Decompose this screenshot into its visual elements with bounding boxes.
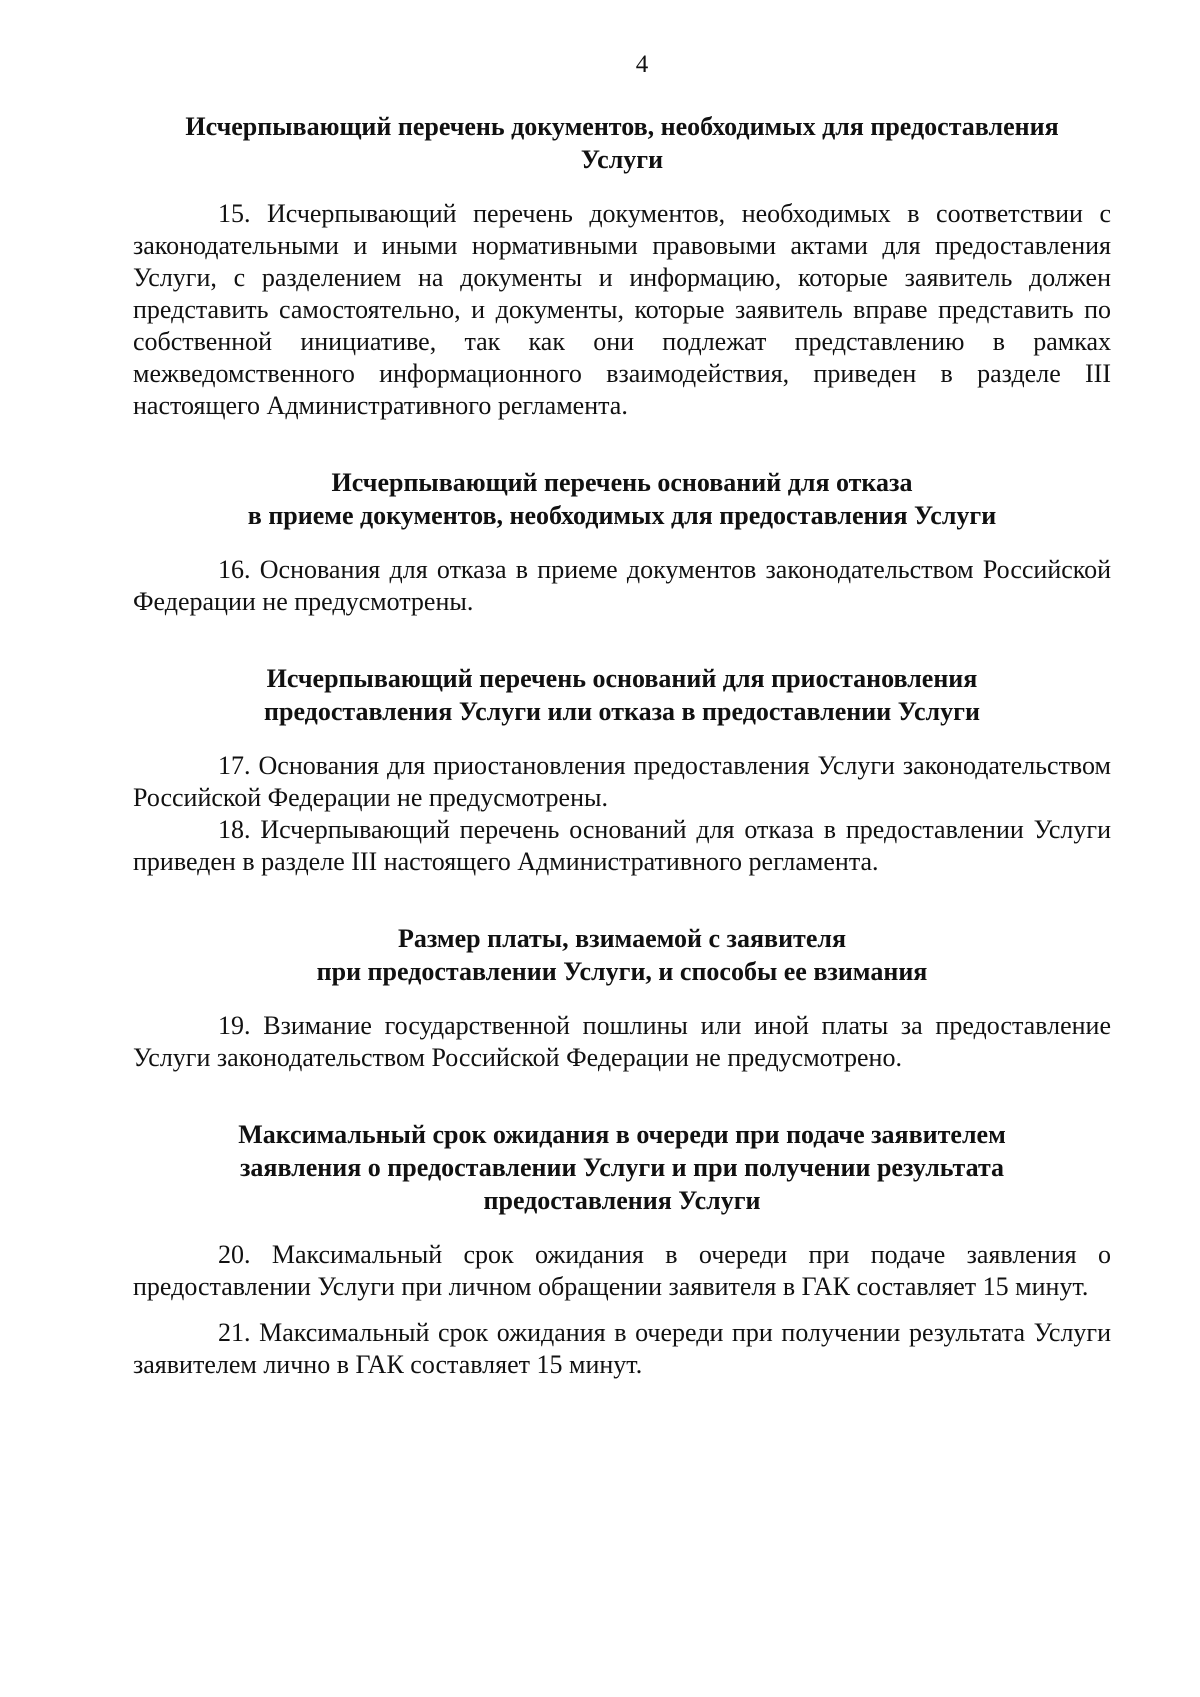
paragraph-20: 20. Максимальный срок ожидания в очереди при подаче заявления о предоставлении Услуги при личном обращении заявителя в ГАК составляет 15 минут. <box>133 1240 1111 1301</box>
page-content <box>133 50 1111 1381</box>
heading-line: в приеме документов, необходимых для предоставления Услуги <box>247 501 997 530</box>
section-heading-suspension <box>133 662 1111 728</box>
heading-line: Исчерпывающий перечень оснований для приостановления <box>266 664 978 693</box>
paragraph-21: 21. Максимальный срок ожидания в очереди при получении результата Услуги заявителем лично в ГАК составляет 15 минут. <box>133 1318 1111 1379</box>
heading-line: предоставления Услуги <box>483 1186 761 1215</box>
heading-line: Максимальный срок ожидания в очереди при подаче заявителем <box>238 1120 1006 1149</box>
heading-line: Исчерпывающий перечень оснований для отказа <box>331 468 913 497</box>
paragraph-15: 15. Исчерпывающий перечень документов, необходимых в соответствии с законодательными и иными нормативными правовыми актами для предоставления Услуги, с разделением на документы и информацию, которые заявитель должен представить самостоятельно, и документы, которые заявитель вправе представить по собственной инициативе, так как они подлежат представлению в рамках межведомственного информационного взаимодействия, приведен в разделе III настоящего Административного регламента. <box>133 199 1111 420</box>
section-heading-fee <box>133 922 1111 988</box>
heading-line: при предоставлении Услуги, и способы ее взимания <box>316 957 928 986</box>
heading-line: Исчерпывающий перечень документов, необходимых для предоставления <box>185 112 1059 141</box>
section-heading-documents <box>133 110 1111 176</box>
page-number: 4 <box>635 51 649 78</box>
paragraph-17: 17. Основания для приостановления предоставления Услуги законодательством Российской Федерации не предусмотрены. <box>133 751 1111 812</box>
paragraph-16: 16. Основания для отказа в приеме документов законодательством Российской Федерации не предусмотрены. <box>133 555 1111 616</box>
paragraph-19: 19. Взимание государственной пошлины или иной платы за предоставление Услуги законодательством Российской Федерации не предусмотрено. <box>133 1011 1111 1072</box>
heading-line: предоставления Услуги или отказа в предоставлении Услуги <box>264 697 980 726</box>
heading-line: заявления о предоставлении Услуги и при получении результата <box>239 1153 1005 1182</box>
paragraph-18: 18. Исчерпывающий перечень оснований для отказа в предоставлении Услуги приведен в разделе III настоящего Административного регламента. <box>133 815 1111 876</box>
heading-line: Размер платы, взимаемой с заявителя <box>397 924 847 953</box>
heading-line: Услуги <box>580 145 664 174</box>
section-heading-waiting-time <box>133 1118 1111 1217</box>
section-heading-refusal-acceptance <box>133 466 1111 532</box>
